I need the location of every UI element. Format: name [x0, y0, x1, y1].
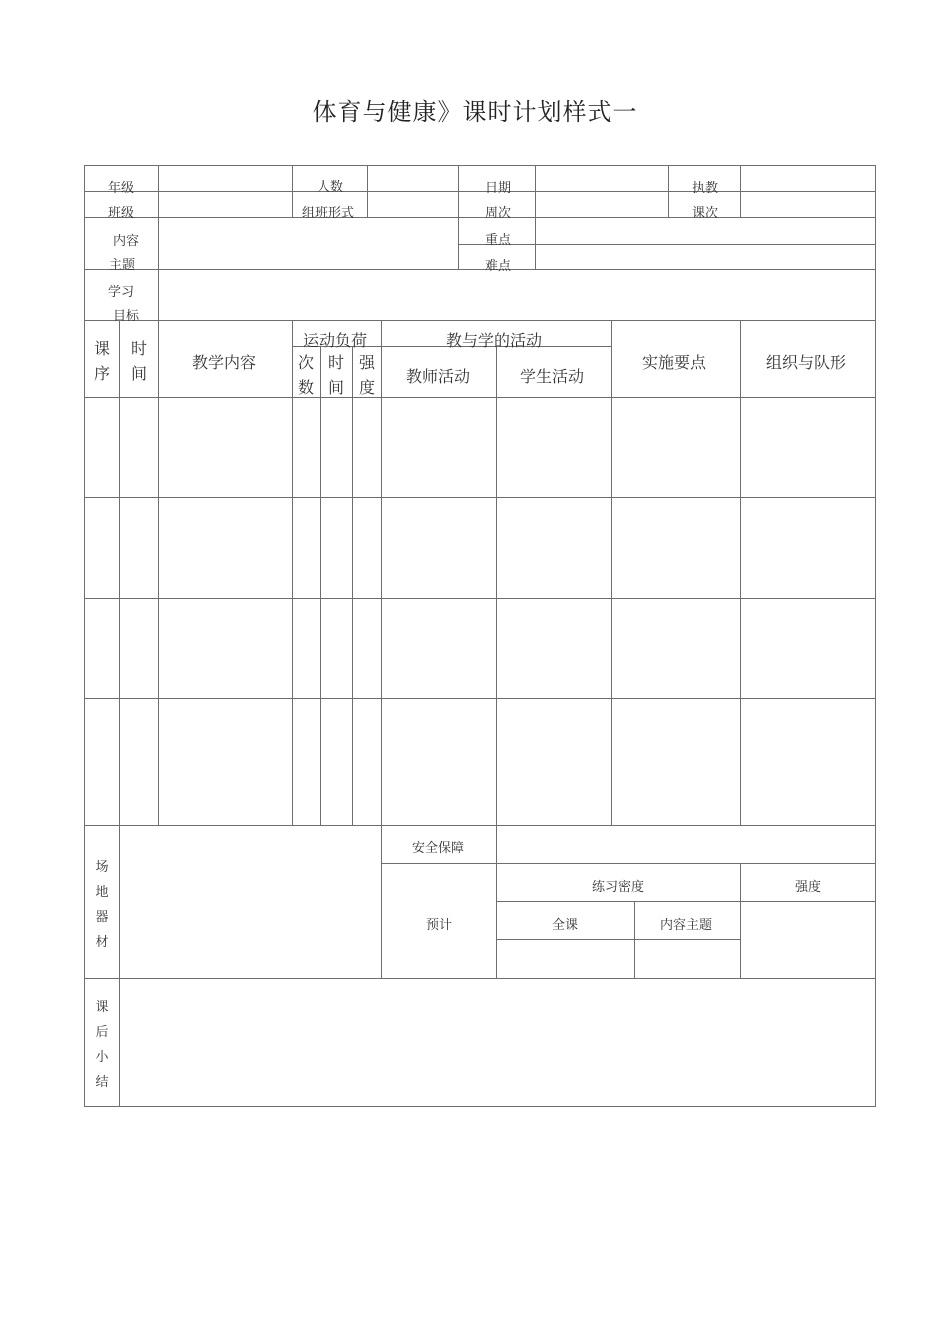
count-field[interactable]	[368, 166, 457, 191]
content-theme-field-short[interactable]	[635, 940, 740, 978]
col-teaching-content-header: 教学内容	[192, 353, 257, 372]
col-student-activity-header: 学生活动	[520, 367, 585, 386]
content-theme-short-label: 内容主题	[660, 918, 713, 933]
intensity-field[interactable]	[741, 902, 875, 978]
col-teacher-activity-header: 教师活动	[406, 367, 471, 386]
page-title: 体育与健康》课时计划样式一	[312, 98, 638, 126]
grade-label: 年级	[108, 181, 135, 196]
teacher-label: 执教	[692, 181, 719, 196]
learning-goal-field[interactable]	[159, 270, 875, 320]
org-form-label: 组班形式	[302, 206, 355, 221]
whole-lesson-field[interactable]	[497, 940, 634, 978]
col-divider	[292, 165, 293, 217]
summary-label: 课 后 小 结	[95, 1000, 109, 1090]
grade-field[interactable]	[159, 166, 291, 191]
key-point-field[interactable]	[536, 218, 875, 244]
col-load-count-header: 次 数	[297, 353, 314, 397]
count-label: 人数	[317, 180, 344, 195]
col-activities-header: 教与学的活动	[446, 331, 543, 350]
learning-goal-label-1: 学习	[108, 285, 135, 300]
col-key-points-header: 实施要点	[642, 353, 707, 372]
col-divider	[458, 165, 459, 269]
col-load-time-header: 时 间	[327, 353, 344, 397]
estimate-label: 预计	[426, 918, 453, 933]
whole-lesson-label: 全课	[552, 918, 579, 933]
org-form-field[interactable]	[368, 192, 457, 217]
week-label: 周次	[485, 206, 512, 221]
class-field[interactable]	[159, 192, 291, 217]
lesson-no-field[interactable]	[741, 192, 875, 217]
content-theme-field[interactable]	[159, 218, 457, 269]
col-load-intensity-header: 强 度	[358, 353, 375, 397]
table-row[interactable]	[85, 498, 875, 598]
practice-density-label: 练习密度	[592, 880, 645, 895]
key-point-label: 重点	[485, 233, 512, 248]
safety-label: 安全保障	[412, 841, 465, 856]
intensity-label: 强度	[795, 880, 822, 895]
venue-label: 场 地 器 材	[95, 860, 109, 950]
table-row[interactable]	[85, 398, 875, 497]
content-theme-label-1: 内容	[113, 234, 140, 249]
col-exercise-load-header: 运动负荷	[303, 331, 368, 350]
lesson-no-label: 课次	[692, 206, 719, 221]
row-divider	[84, 320, 876, 321]
table-row[interactable]	[85, 699, 875, 825]
difficulty-field[interactable]	[536, 245, 875, 269]
teacher-field[interactable]	[741, 166, 875, 191]
difficulty-label: 难点	[485, 259, 512, 274]
venue-field[interactable]	[120, 826, 380, 978]
safety-field[interactable]	[497, 826, 875, 863]
col-organization-header: 组织与队形	[766, 353, 847, 372]
date-field[interactable]	[536, 166, 667, 191]
content-theme-label-2: 主题	[109, 258, 136, 273]
col-seq-header: 课 序	[93, 339, 110, 383]
col-time-header: 时 间	[130, 339, 147, 383]
summary-field[interactable]	[120, 979, 875, 1106]
learning-goal-label-2: 目标	[113, 309, 140, 324]
class-label: 班级	[108, 206, 135, 221]
row-divider	[381, 863, 876, 864]
col-divider	[668, 165, 669, 217]
date-label: 日期	[485, 181, 512, 196]
week-field[interactable]	[536, 192, 667, 217]
table-row[interactable]	[85, 599, 875, 698]
